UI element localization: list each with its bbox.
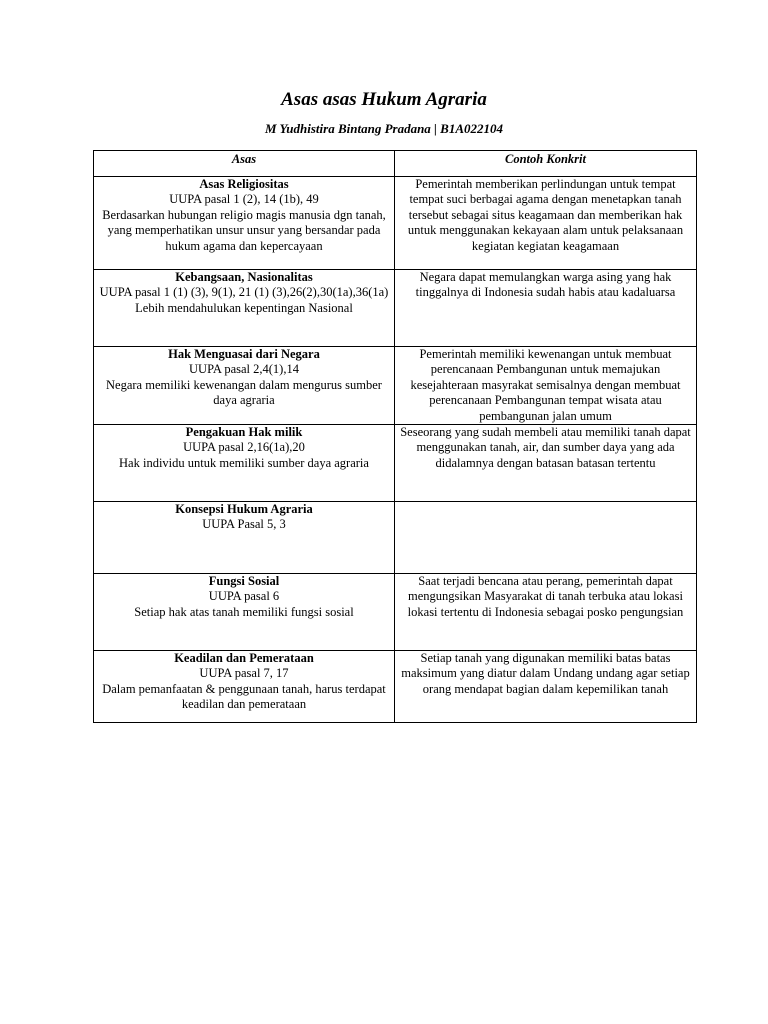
asas-reference: UUPA Pasal 5, 3	[202, 517, 286, 532]
asas-reference: UUPA pasal 2,16(1a),20	[183, 440, 305, 455]
asas-reference: UUPA pasal 2,4(1),14	[189, 362, 299, 377]
asas-reference: UUPA pasal 1 (1) (3), 9(1), 21 (1) (3),26(2),30(1a),36(1a)	[99, 285, 389, 300]
example-cell	[395, 502, 697, 574]
header-asas: Asas	[94, 151, 395, 177]
document-title: Asas asas Hukum Agraria	[281, 89, 487, 110]
table-row	[94, 502, 697, 574]
table-row	[94, 574, 697, 651]
table-row	[94, 425, 697, 502]
document-subtitle: M Yudhistira Bintang Pradana | B1A022104	[264, 121, 504, 136]
asas-description: Hak individu untuk memiliki sumber daya agraria	[119, 455, 369, 470]
asas-cell	[94, 425, 395, 502]
asas-name: Kebangsaan, Nasionalitas	[175, 270, 313, 284]
header-contoh-konkrit: Contoh Konkrit	[395, 151, 697, 177]
asas-description: Berdasarkan hubungan religio magis manusia dgn tanah, yang memperhatikan unsur unsur yang bersandar pada hukum agama dan kepercayaan	[102, 207, 386, 253]
table-row	[94, 651, 697, 723]
asas-table	[93, 150, 697, 723]
asas-description: Lebih mendahulukan kepentingan Nasional	[135, 300, 353, 315]
table-header-row	[94, 151, 697, 177]
asas-name: Keadilan dan Pemerataan	[174, 651, 314, 666]
asas-name: Asas Religiositas	[199, 177, 289, 191]
example-cell: Negara dapat memulangkan warga asing yang hak tinggalnya di Indonesia sudah habis atau kadaluarsa	[395, 270, 697, 347]
table-row	[94, 347, 697, 425]
asas-description: Negara memiliki kewenangan dalam mengurus sumber daya agraria	[106, 377, 382, 408]
asas-name: Konsepsi Hukum Agraria	[175, 502, 313, 517]
asas-name: Pengakuan Hak milik	[185, 425, 303, 440]
table-row	[94, 177, 697, 270]
asas-description: Setiap hak atas tanah memiliki fungsi sosial	[134, 604, 354, 619]
asas-description: Dalam pemanfaatan & penggunaan tanah, harus terdapat keadilan dan pemerataan	[102, 681, 386, 712]
asas-cell	[94, 177, 395, 270]
table-row	[94, 270, 697, 347]
example-cell: Setiap tanah yang digunakan memiliki batas batas maksimum yang diatur dalam Undang undang agar setiap orang mendapat bagian dalam kepemilikan tanah	[395, 651, 697, 723]
asas-cell	[94, 347, 395, 425]
asas-reference: UUPA pasal 6	[208, 589, 280, 604]
example-cell: Pemerintah memberikan perlindungan untuk tempat tempat suci berbagai agama dengan menetapkan tanah tersebut sebagai situs keagamaan dan memberikan hak untuk menggunakan kekayaan alam untuk pelaksanaan kegiatan kegiatan keagamaan	[395, 177, 697, 270]
asas-cell	[94, 574, 395, 651]
asas-name: Fungsi Sosial	[208, 574, 280, 589]
asas-cell	[94, 651, 395, 723]
asas-reference: UUPA pasal 1 (2), 14 (1b), 49	[169, 192, 319, 207]
asas-cell	[94, 270, 395, 347]
example-cell: Seseorang yang sudah membeli atau memiliki tanah dapat menggunakan tanah, air, dan sumber daya yang ada didalamnya dengan batasan batasan tertentu	[395, 425, 697, 502]
asas-reference: UUPA pasal 7, 17	[199, 666, 289, 681]
example-cell: Saat terjadi bencana atau perang, pemerintah dapat mengungsikan Masyarakat di tanah terbuka atau lokasi lokasi tertentu di Indonesia sebagai posko pengungsian	[395, 574, 697, 651]
example-cell: Pemerintah memiliki kewenangan untuk membuat perencanaan Pembangunan untuk memajukan kesejahteraan masyrakat semisalnya dengan membuat perencanaan Pembangunan tempat wisata atau pembangunan jalan umum	[395, 347, 697, 425]
asas-name: Hak Menguasai dari Negara	[168, 347, 320, 361]
asas-cell	[94, 502, 395, 574]
